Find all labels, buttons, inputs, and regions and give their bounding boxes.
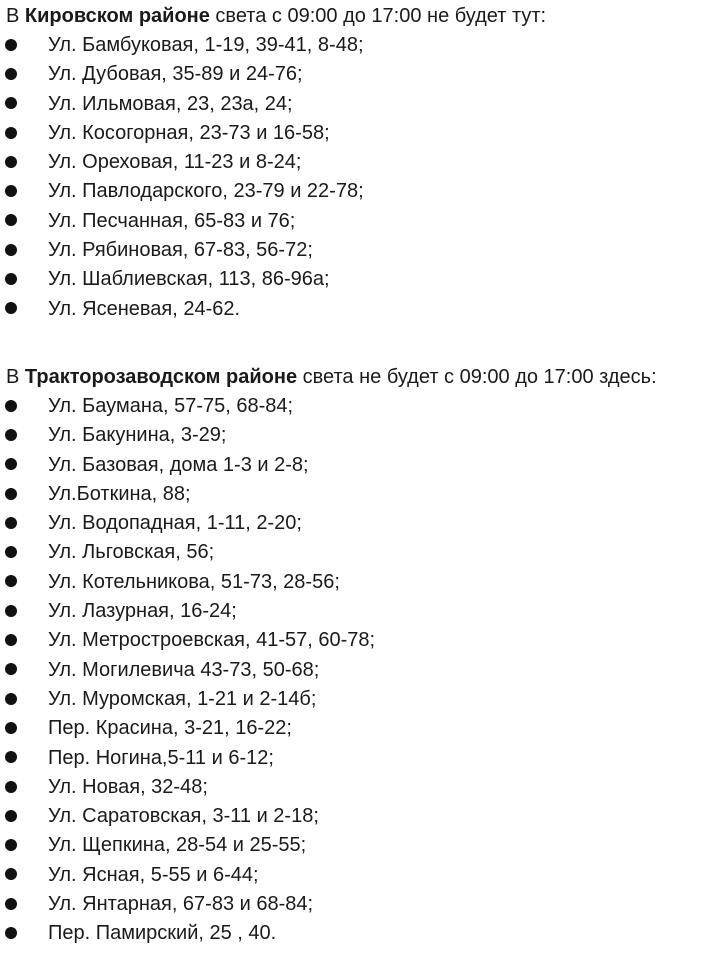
list-item [0,831,720,860]
street-text: Ул. Ильмовая, 23, 23а, 24; [48,92,293,115]
street-text: Ул. Саратовская, 3-11 и 2-18; [48,805,319,828]
list-item [0,568,720,597]
bullet-icon [5,68,17,80]
bullet-icon [5,273,17,285]
district-name: Кировском районе [24,5,210,27]
kirovsky-district-section [0,2,720,324]
bullet-icon [5,751,17,763]
street-text: Ул. Бамбуковая, 1-19, 39-41, 8-48; [48,34,364,56]
bullet-icon [5,781,17,793]
street-text: Ул. Янтарная, 67-83 и 68-84; [48,893,314,916]
list-item [0,392,720,421]
list-item [0,295,720,324]
bullet-icon [5,927,17,939]
list-item [0,207,720,236]
list-item [0,714,720,743]
bullet-icon [5,488,17,500]
district-name: Тракторозаводском районе [24,366,298,388]
street-text: Ул. Муромская, 1-21 и 2-14б; [48,687,317,710]
bullet-icon [5,458,17,470]
street-list [0,392,720,949]
heading-prefix: В [6,5,25,27]
street-text: Пер. Красина, 3-21, 16-22; [48,717,292,740]
bullet-icon [5,868,17,880]
list-item [0,538,720,567]
section-heading [6,363,720,392]
street-text: Ул. Льговская, 56; [48,541,215,564]
bullet-icon [5,693,17,705]
list-item [0,509,720,538]
heading-suffix: света с 09:00 до 17:00 не будет тут: [209,5,547,27]
street-text: Ул. Рябиновая, 67-83, 56-72; [48,239,313,262]
list-item [0,861,720,890]
list-item [0,177,720,206]
list-item [0,236,720,265]
street-text: Ул. Базовая, дома 1-3 и 2-8; [48,453,309,476]
street-text: Пер. Ногина,5-11 и 6-12; [48,746,274,769]
list-item [0,90,720,119]
street-text: Ул. Ясная, 5-55 и 6-44; [48,863,259,886]
street-text: Ул. Бакунина, 3-29; [48,424,227,447]
list-item [0,31,720,60]
heading-suffix: света не будет с 09:00 до 17:00 здесь: [297,366,657,388]
street-text: Ул. Новая, 32-48; [48,775,208,798]
street-text: Ул. Шаблиевская, 113, 86-96а; [48,268,330,291]
bullet-icon [5,575,17,587]
bullet-icon [5,214,17,226]
street-list [0,31,720,324]
street-text: Ул. Водопадная, 1-11, 2-20; [48,512,302,535]
list-item [0,890,720,919]
traktorozavodsky-district-section [0,363,720,949]
bullet-icon [5,97,17,109]
bullet-icon [5,839,17,851]
street-text: Ул. Метростроевская, 41-57, 60-78; [48,629,376,652]
bullet-icon [5,429,17,441]
list-item [0,480,720,509]
bullet-icon [5,185,17,197]
bullet-icon [5,302,17,314]
street-text: Ул. Косогорная, 23-73 и 16-58; [48,121,330,144]
list-item [0,656,720,685]
street-text: Ул. Дубовая, 35-89 и 24-76; [48,63,303,86]
street-text: Ул. Щепкина, 28-54 и 25-55; [48,834,307,857]
list-item [0,148,720,177]
list-item [0,685,720,714]
bullet-icon [5,605,17,617]
bullet-icon [5,517,17,529]
list-item [0,421,720,450]
list-item [0,919,720,948]
list-item [0,773,720,802]
street-text: Пер. Памирский, 25 , 40. [48,922,277,945]
heading-prefix: В [6,366,25,388]
bullet-icon [5,663,17,675]
bullet-icon [5,156,17,168]
list-item [0,802,720,831]
bullet-icon [5,400,17,412]
bullet-icon [5,127,17,139]
bullet-icon [5,546,17,558]
bullet-icon [5,810,17,822]
list-item [0,597,720,626]
street-text: Ул.Боткина, 88; [48,482,191,505]
bullet-icon [5,39,17,51]
bullet-icon [5,634,17,646]
list-item [0,265,720,294]
bullet-icon [5,898,17,910]
street-text: Ул. Павлодарского, 23-79 и 22-78; [48,180,364,203]
street-text: Ул. Песчанная, 65-83 и 76; [48,209,296,232]
street-text: Ул. Ясеневая, 24-62. [48,297,241,320]
list-item [0,451,720,480]
street-text: Ул. Котельникова, 51-73, 28-56; [48,570,340,593]
street-text: Ул. Могилевича 43-73, 50-68; [48,658,320,681]
street-text: Ул. Ореховая, 11-23 и 8-24; [48,151,302,174]
street-text: Ул. Лазурная, 16-24; [48,600,237,623]
bullet-icon [5,244,17,256]
list-item [0,744,720,773]
list-item [0,626,720,655]
street-text: Ул. Баумана, 57-75, 68-84; [48,395,294,417]
list-item [0,119,720,148]
bullet-icon [5,722,17,734]
section-heading [6,2,720,31]
list-item [0,60,720,89]
